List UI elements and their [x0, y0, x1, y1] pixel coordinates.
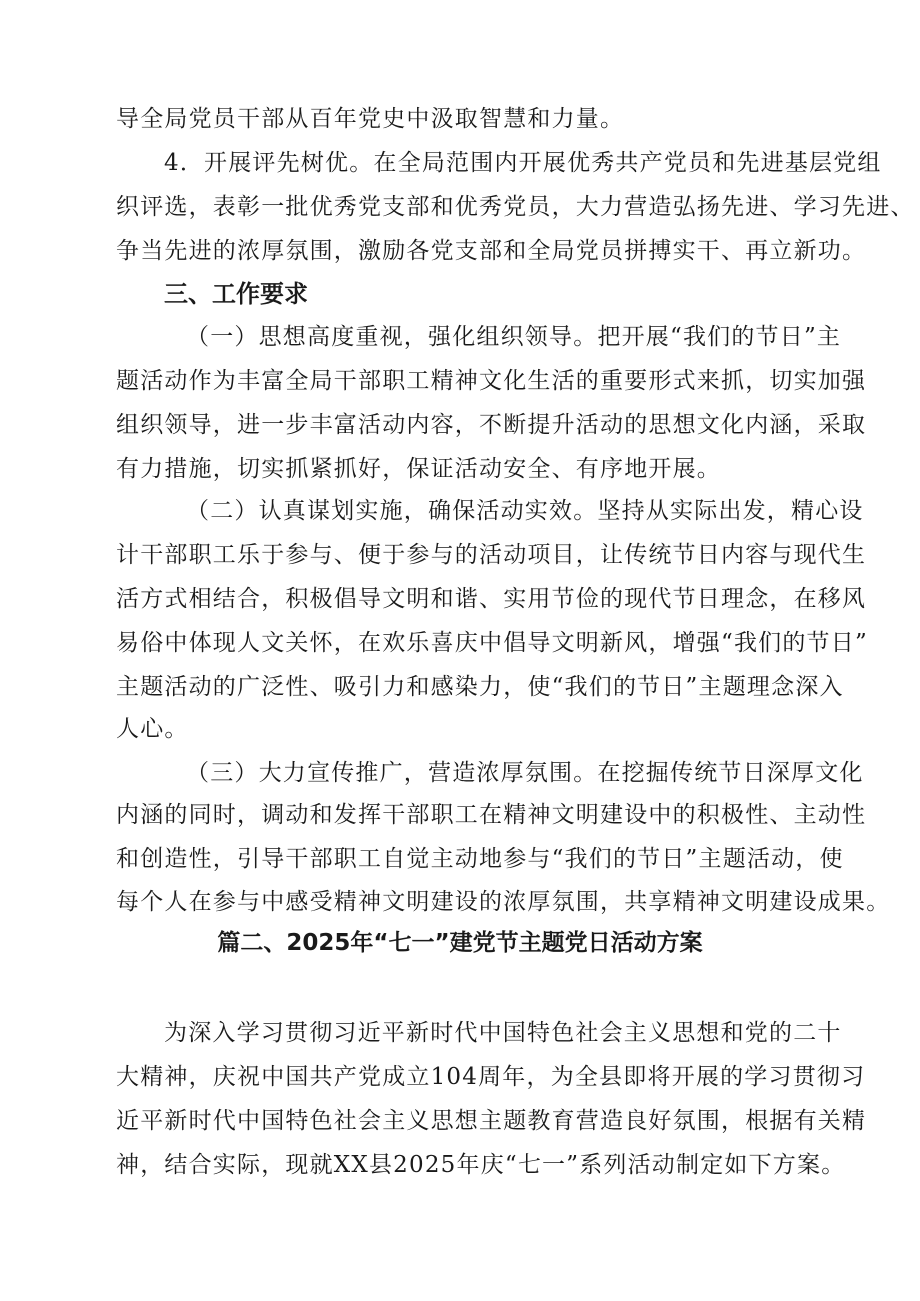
- paragraph-line: （一）思想高度重视，强化组织领导。把开展“我们的节日”主: [186, 324, 842, 350]
- paragraph-line: 和创造性，引导干部职工自觉主动地参与“我们的节日”主题活动，使: [116, 846, 844, 872]
- paragraph-line: 活方式相结合，积极倡导文明和谐、实用节俭的现代节日理念，在移风: [116, 586, 867, 612]
- paragraph-line: 4．开展评先树优。在全局范围内开展优秀共产党员和先进基层党组: [164, 150, 882, 176]
- paragraph-line: 主题活动的广泛性、吸引力和感染力，使“我们的节日”主题理念深入: [116, 674, 844, 700]
- document-title: 篇二、2025年“七一”建党节主题党日活动方案: [217, 930, 703, 956]
- paragraph-line: （二）认真谋划实施，确保活动实效。坚持从实际出发，精心设: [186, 498, 864, 524]
- paragraph-line: 计干部职工乐于参与、便于参与的活动项目，让传统节日内容与现代生: [116, 542, 867, 568]
- paragraph-line: 组织领导，进一步丰富活动内容，不断提升活动的思想文化内涵，采取: [116, 412, 867, 438]
- paragraph-line: 易俗中体现人文关怀，在欢乐喜庆中倡导文明新风，增强“我们的节日”: [116, 630, 868, 656]
- paragraph-line: 神，结合实际，现就XX县2025年庆“七一”系列活动制定如下方案。: [116, 1152, 846, 1178]
- paragraph-line: 人心。: [116, 716, 189, 742]
- paragraph-line: 有力措施，切实抓紧抓好，保证活动安全、有序地开展。: [116, 456, 721, 482]
- paragraph-line: 大精神，庆祝中国共产党成立104周年，为全县即将开展的学习贯彻习: [116, 1064, 866, 1090]
- paragraph-line: 近平新时代中国特色社会主义思想主题教育营造良好氛围，根据有关精: [116, 1108, 867, 1134]
- paragraph-line: 内涵的同时，调动和发挥干部职工在精神文明建设中的积极性、主动性: [116, 802, 867, 828]
- paragraph-line: （三）大力宣传推广，营造浓厚氛围。在挖掘传统节日深厚文化: [186, 760, 864, 786]
- paragraph-line: 争当先进的浓厚氛围，激励各党支部和全局党员拼搏实干、再立新功。: [116, 238, 867, 264]
- section-heading: 三、工作要求: [164, 280, 308, 308]
- paragraph-line: 每个人在参与中感受精神文明建设的浓厚氛围，共享精神文明建设成果。: [116, 889, 891, 915]
- paragraph-line: 为深入学习贯彻习近平新时代中国特色社会主义思想和党的二十: [164, 1020, 842, 1046]
- paragraph-line: 织评选，表彰一批优秀党支部和优秀党员，大力营造弘扬先进、学习先进、: [116, 194, 915, 220]
- paragraph-line: 题活动作为丰富全局干部职工精神文化生活的重要形式来抓，切实加强: [116, 368, 867, 394]
- paragraph-line: 导全局党员干部从百年党史中汲取智慧和力量。: [116, 106, 625, 132]
